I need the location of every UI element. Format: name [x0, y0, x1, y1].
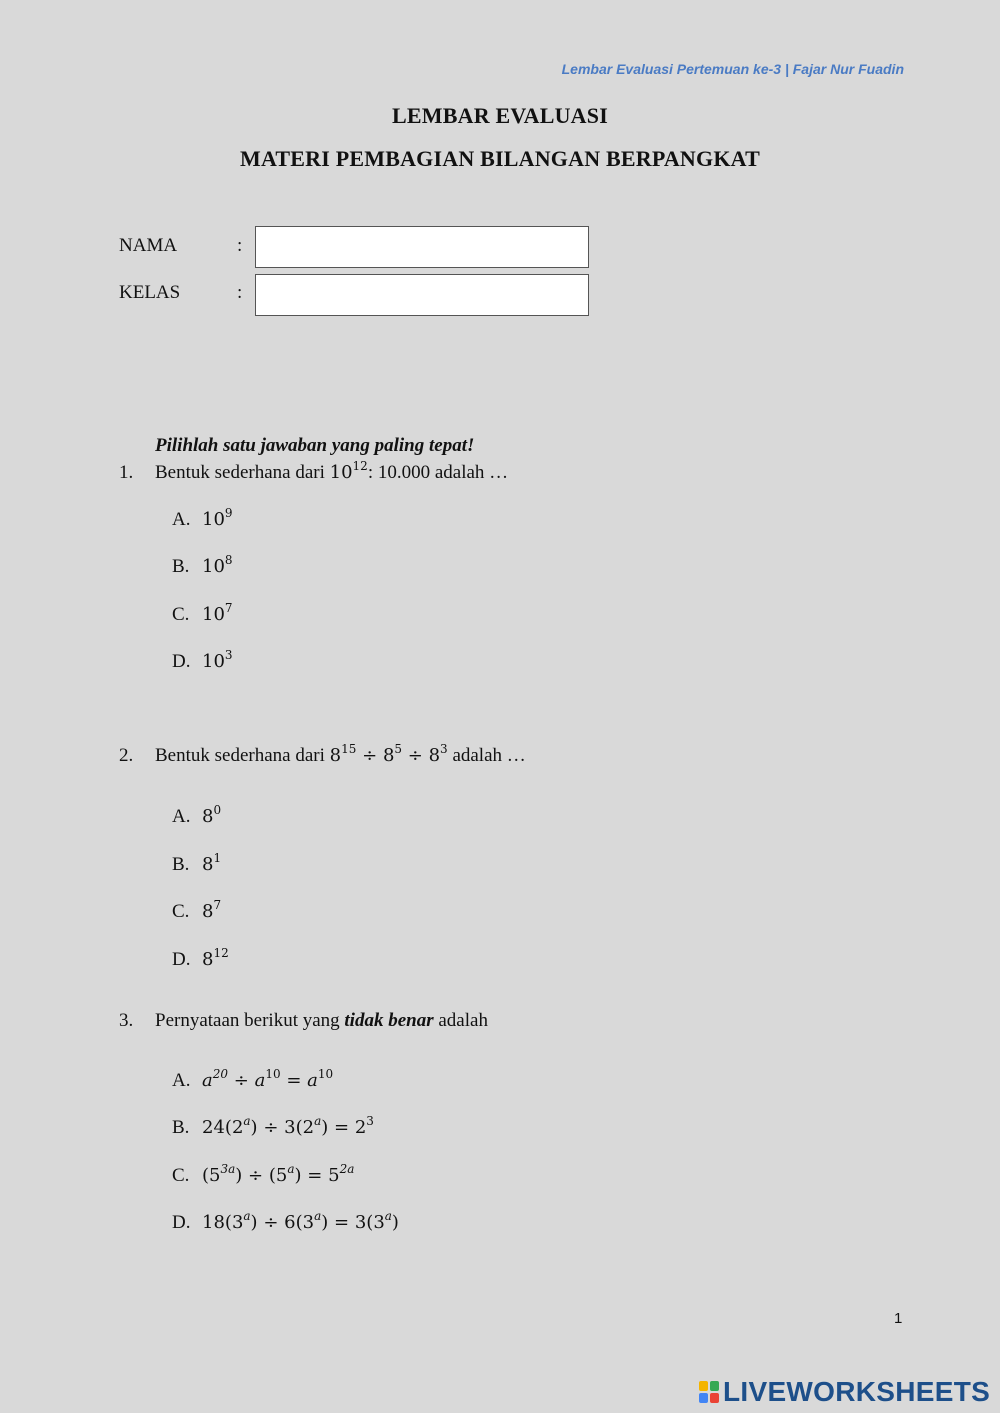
question-2-option-a[interactable]: $8^0$: [202, 803, 222, 827]
question-3-option-d-letter[interactable]: D.: [172, 1212, 191, 1233]
question-1-option-a-letter[interactable]: A.: [172, 509, 191, 530]
worksheet-title: LEMBAR EVALUASI: [392, 103, 608, 128]
logo-tile-3: [699, 1393, 708, 1403]
question-3-option-b[interactable]: $24(2^a) \div 3(2^a) = 2^3$: [202, 1114, 374, 1138]
question-3-option-a[interactable]: $a^{20} \div a^{10} = a^{10}$: [202, 1067, 334, 1091]
kelas-input[interactable]: [255, 274, 589, 316]
logo-tile-2: [710, 1381, 719, 1391]
question-2-option-c-letter[interactable]: C.: [172, 901, 190, 922]
question-1-option-d[interactable]: $10^3$: [202, 648, 233, 672]
kelas-colon: :: [237, 282, 243, 303]
question-3-option-d[interactable]: 18(3$^a$) ÷ 6(3$^a$) = 3(3$^a$): [202, 1209, 399, 1233]
liveworksheets-logo[interactable]: [698, 1376, 990, 1408]
nama-input[interactable]: [255, 226, 589, 268]
page-number: 1: [894, 1310, 903, 1327]
liveworksheets-icon: [698, 1380, 720, 1404]
question-1-text: Bentuk sederhana dari $10^{12}$: 10.000 adalah …: [155, 459, 509, 483]
header-note: Lembar Evaluasi Pertemuan ke-3 | Fajar Nur Fuadin: [561, 61, 904, 77]
question-1-option-c-letter[interactable]: C.: [172, 604, 190, 625]
question-2-option-b[interactable]: $8^1$: [202, 851, 222, 875]
question-1-option-b[interactable]: $10^8$: [202, 553, 233, 577]
question-1-option-c[interactable]: $10^7$: [202, 601, 233, 625]
question-2-option-d[interactable]: $8^{12}$: [202, 946, 229, 970]
logo-tile-4: [710, 1393, 719, 1403]
question-3-option-c[interactable]: $(5^{3a}) \div (5^a) = 5^{2a}$: [202, 1162, 355, 1186]
question-3-text: Pernyataan berikut yang tidak benar adalah: [155, 1010, 488, 1031]
question-3-option-a-letter[interactable]: A.: [172, 1070, 191, 1091]
question-2-number: 2.: [119, 745, 134, 766]
liveworksheets-wordmark: LIVEWORKSHEETS: [723, 1376, 991, 1407]
question-2-option-a-letter[interactable]: A.: [172, 806, 191, 827]
question-1-option-b-letter[interactable]: B.: [172, 556, 190, 577]
question-2-text: Bentuk sederhana dari $8^{15} \div 8^5 \div 8^3$ adalah …: [155, 742, 526, 766]
question-3-option-b-letter[interactable]: B.: [172, 1117, 190, 1138]
question-1-option-d-letter[interactable]: D.: [172, 651, 191, 672]
kelas-label: KELAS: [119, 282, 181, 303]
worksheet-subtitle: MATERI PEMBAGIAN BILANGAN BERPANGKAT: [240, 146, 760, 171]
nama-label: NAMA: [119, 235, 178, 256]
question-2-option-d-letter[interactable]: D.: [172, 949, 191, 970]
nama-colon: :: [237, 235, 243, 256]
question-1-number: 1.: [119, 462, 134, 483]
logo-tile-1: [699, 1381, 708, 1391]
question-3-number: 3.: [119, 1010, 134, 1031]
question-2-option-c[interactable]: $8^7$: [202, 898, 222, 922]
instruction: Pilihlah satu jawaban yang paling tepat!: [155, 435, 475, 456]
question-2-option-b-letter[interactable]: B.: [172, 854, 190, 875]
question-3-option-c-letter[interactable]: C.: [172, 1165, 190, 1186]
question-1-option-a[interactable]: $10^9$: [202, 506, 233, 530]
